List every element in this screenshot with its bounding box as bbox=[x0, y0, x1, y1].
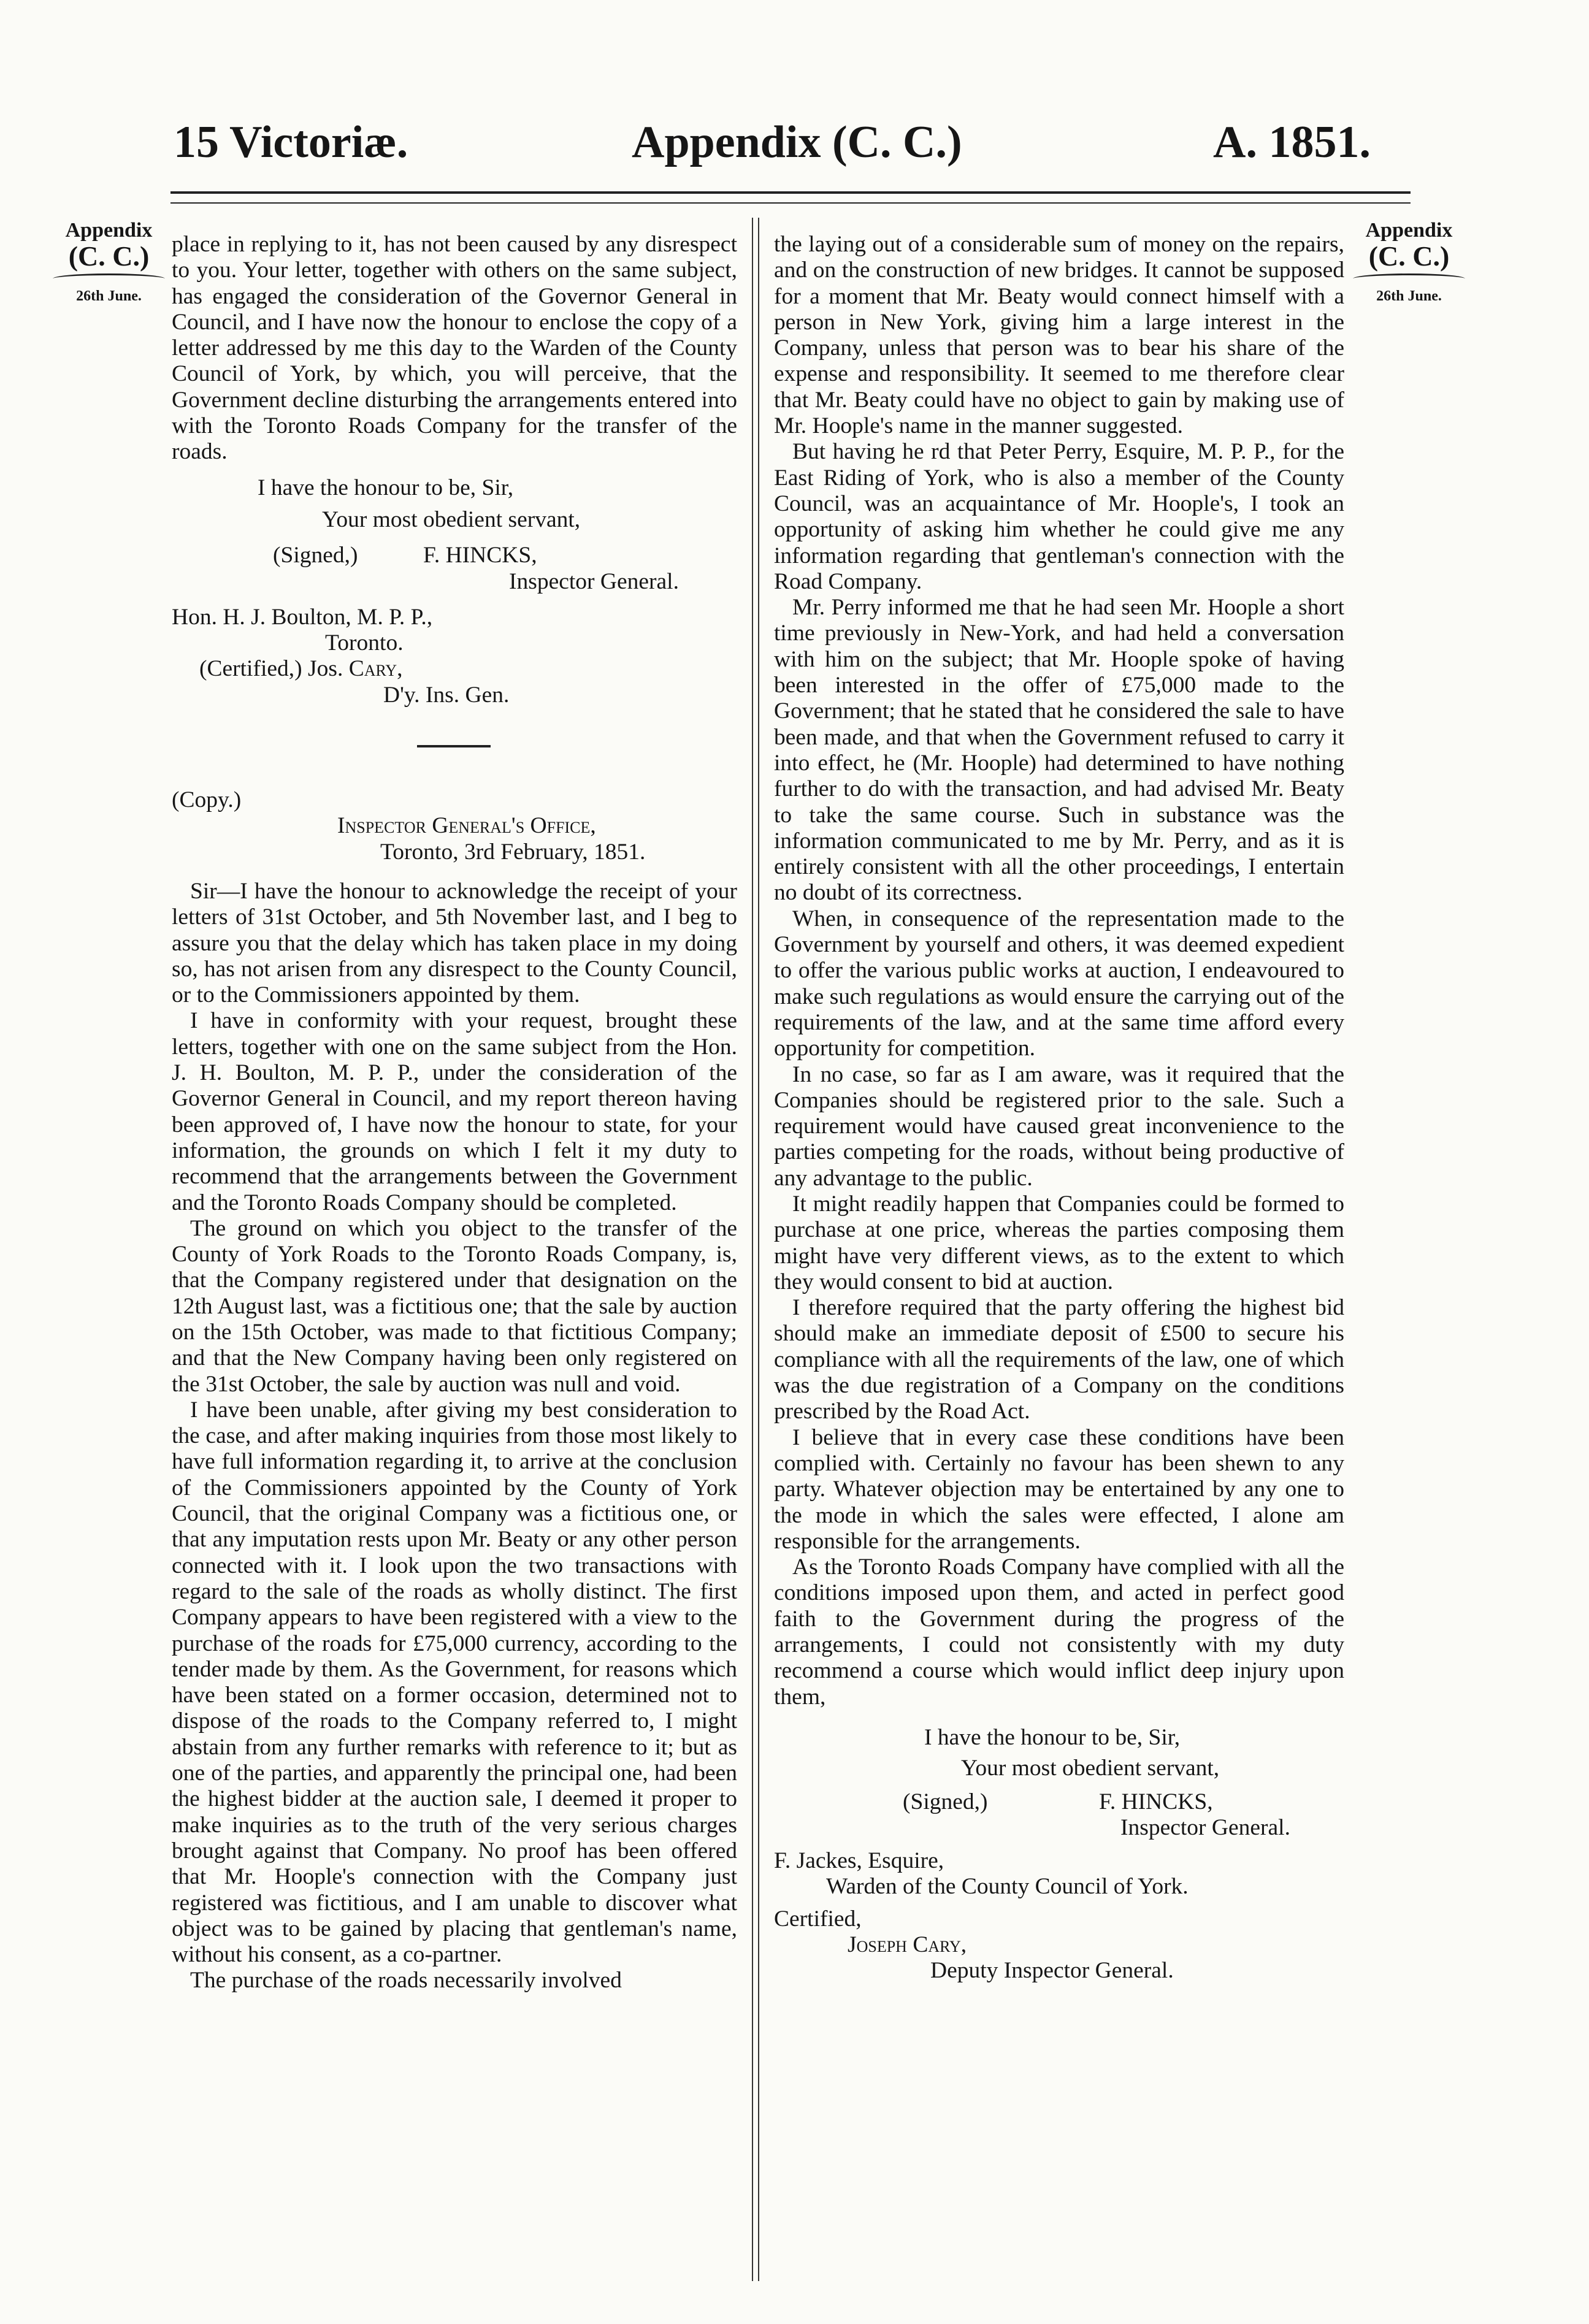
closing-line: Your most obedient servant, bbox=[322, 506, 581, 532]
margin-date: 26th June. bbox=[1376, 288, 1442, 304]
running-header-session: 15 Victoriæ. bbox=[174, 117, 408, 167]
certifier-name: Joseph Cary, bbox=[848, 1932, 967, 1957]
paragraph: I have been unable, after giving my best consideration to the case, and after making inquiries from those most likely to have full information regarding it, to arrive at the conclusion of the Commissioners appointed by the County of York Council, that the original Company was a fictitious one, or that any imputation rests upon Mr. Beaty or any other person connected with it. I look upon the two transactions with regard to the sale of the roads as wholly distinct. The first Company appears to have been registered with a view to the purchase of the roads for £75,000 currency, according to the tender made by them. As the Government, for reasons which have been stated on a former occasion, determined not to dispose of the roads to the Company referred to, I might abstain from any further remarks with reference to it; but as one of the parties, and apparently the principal one, had been the highest bidder at the auction sale, I deemed it proper to make inquiries as to the truth of the very serious charges brought against that Company. No proof has been offered that Mr. Hoople's connection with the Company just registered was fictitious, and I am unable to discover what object was to be gained by placing that gentleman's name, without his consent, as a co-partner. bbox=[172, 1397, 737, 1968]
signer-title: Inspector General. bbox=[509, 568, 679, 594]
margin-brace bbox=[53, 273, 165, 284]
addressee-name: Hon. H. J. Boulton, M. P. P., bbox=[172, 604, 433, 630]
paragraph: I therefore required that the party offering the highest bid should make an immediate deposit of £500 to secure his compliance with all the requirements of the law, one of which was the due registration of a Company on the conditions prescribed by the Road Act. bbox=[774, 1295, 1344, 1424]
left-column bbox=[172, 232, 737, 1994]
certifier-name: Cary, bbox=[348, 656, 403, 682]
certifier-title: Deputy Inspector General. bbox=[930, 1958, 1174, 1984]
margin-brace bbox=[1353, 273, 1465, 284]
addressee-place: Toronto. bbox=[325, 630, 404, 656]
closing-line: I have the honour to be, Sir, bbox=[258, 475, 514, 500]
paragraph: I have in conformity with your request, brought these letters, together with one on the same subject from the Hon. J. H. Boulton, M. P. P., under the consideration of the Governor General in Council, and my report thereon having been approved of, I have now the honour to state, for your information, the grounds on which I felt it my duty to recommend that the arrangements between the Government and the Toronto Roads Company should be completed. bbox=[172, 1008, 737, 1215]
paragraph: As the Toronto Roads Company have complied with all the conditions imposed upon them, and acted in perfect good faith to the Government during the progress of the arrangements, I could not consistently with my duty recommend a course which would inflict deep injury upon them, bbox=[774, 1554, 1344, 1710]
margin-appendix-code: (C. C.) bbox=[1368, 240, 1450, 272]
paragraph: The ground on which you object to the transfer of the County of York Roads to the Toronto Roads Company, is, that the Company registered under that designation on the 12th August last, was a fictitious one; that the sale by auction on the 15th October, was made to that fictitious Company; and that the New Company having been only registered on the 31st October, the sale by auction was null and void. bbox=[172, 1215, 737, 1397]
paragraph: the laying out of a considerable sum of money on the repairs, and on the construction of new bridges. It cannot be supposed for a moment that Mr. Beaty would connect himself with a person in New York, giving him a large interest in the Company, unless that person was to bear his share of the expense and responsibility. It seemed to me therefore clear that Mr. Beaty could have no object to gain by making use of Mr. Hoople's name in the manner suggested. bbox=[774, 232, 1344, 439]
addressee-name: F. Jackes, Esquire, bbox=[774, 1848, 944, 1874]
closing-line: I have the honour to be, Sir, bbox=[924, 1724, 1181, 1750]
paragraph: Sir—I have the honour to acknowledge the receipt of your letters of 31st October, and 5th November last, and I beg to assure you that the delay which has taken place in my doing so, has not arisen from any disrespect to the County Council, or to the Commissioners appointed by them. bbox=[172, 878, 737, 1008]
margin-appendix-code: (C. C.) bbox=[68, 240, 150, 272]
paragraph: When, in consequence of the representation made to the Government by yourself and others, it was deemed expedient to offer the various public works at auction, I endeavoured to make such regulations as would ensure the carrying out of the requirements of the law, and at the same time afford every opportunity for competition. bbox=[774, 906, 1344, 1061]
margin-date: 26th June. bbox=[76, 288, 142, 304]
paragraph: It might readily happen that Companies could be formed to purchase at one price, whereas the parties composing them might have very different views, as to the extent to which they would consent to bid at auction. bbox=[774, 1191, 1344, 1294]
certified-label: (Certified,) bbox=[199, 656, 302, 682]
certified-label: Certified, bbox=[774, 1906, 862, 1932]
running-header-year: A. 1851. bbox=[1213, 117, 1371, 167]
paragraph: place in replying to it, has not been caused by any disrespect to you. Your letter, together with others on the same subject, has engaged the consideration of the Governor General in Council, and I have now the honour to enclose the copy of a letter addressed by me this day to the Warden of the County Council of York, by which, you will perceive, that the Government decline disturbing the arrangements entered into with the Toronto Roads Company for the transfer of the roads. bbox=[172, 232, 737, 465]
header-rule bbox=[170, 191, 1411, 204]
margin-appendix-label: Appendix bbox=[65, 219, 153, 242]
running-header-appendix: Appendix (C. C.) bbox=[632, 117, 962, 167]
paragraph: But having he rd that Peter Perry, Esquire, M. P. P., for the East Riding of York, who is also a member of the County Council, was an acquaintance of Mr. Hoople's, I took an opportunity of asking him whether he could give me any information regarding that gentleman's connection with the Road Company. bbox=[774, 439, 1344, 594]
signature-line bbox=[774, 1789, 1344, 1815]
signer-name: F. HINCKS, bbox=[423, 543, 537, 568]
signer-name: F. HINCKS, bbox=[1099, 1789, 1213, 1814]
right-margin-note bbox=[1349, 220, 1469, 304]
paragraph: Mr. Perry informed me that he had seen Mr. Hoople a short time previously in New-York, and had held a conversation with him on the subject; that Mr. Hoople spoke of having been interested in the offer of £75,000 made to the Government; that he stated that he considered the sale to have been made, and that when the Government refused to carry it into effect, he (Mr. Hoople) had determined to have nothing further to do with the transaction, and had advised Mr. Beaty to take the same course. Such in substance was the information communicated to me by Mr. Perry, and as it is entirely consistent with all the other proceedings, I entertain no doubt of its correctness. bbox=[774, 595, 1344, 906]
paragraph: I believe that in every case these conditions have been complied with. Certainly no favour has been shewn to any party. Whatever objection may be entertained by any one to the mode in which the sales were effected, I alone am responsible for the arrangements. bbox=[774, 1424, 1344, 1554]
paragraph: The purchase of the roads necessarily involved bbox=[190, 1968, 622, 1993]
signature-line bbox=[172, 543, 737, 568]
column-divider bbox=[752, 218, 759, 2281]
signer-title: Inspector General. bbox=[1120, 1814, 1290, 1840]
signed-label: (Signed,) bbox=[903, 1789, 988, 1814]
left-margin-note bbox=[49, 220, 169, 304]
office-heading: Inspector General's Office, bbox=[337, 813, 596, 839]
closing-line: Your most obedient servant, bbox=[961, 1756, 1220, 1781]
paragraph: In no case, so far as I am aware, was it required that the Companies should be registered prior to the sale. Such a requirement would have caused great inconvenience to the parties competing for the roads, without being productive of any advantage to the public. bbox=[774, 1061, 1344, 1191]
certifier-initial: Jos. bbox=[308, 656, 343, 682]
dateline: Toronto, 3rd February, 1851. bbox=[380, 839, 646, 865]
right-column bbox=[774, 232, 1344, 1984]
addressee-title: Warden of the County Council of York. bbox=[826, 1874, 1189, 1900]
copy-label: (Copy.) bbox=[172, 787, 242, 813]
certifier-title: D'y. Ins. Gen. bbox=[383, 682, 510, 708]
margin-appendix-label: Appendix bbox=[1365, 219, 1453, 242]
certification-line bbox=[172, 656, 737, 682]
signed-label: (Signed,) bbox=[273, 543, 358, 568]
